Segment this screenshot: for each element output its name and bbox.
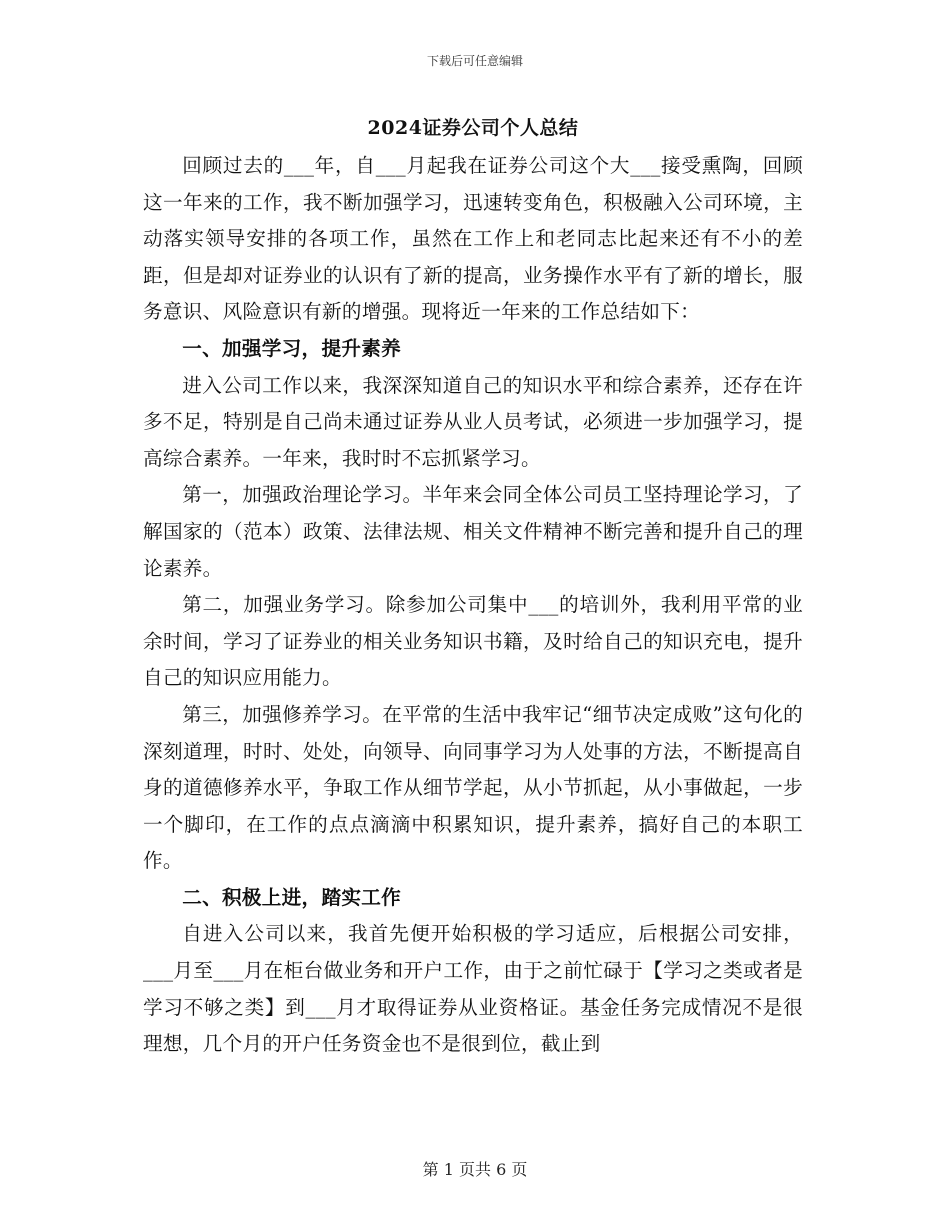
paragraph-intro: 回顾过去的___年，自___月起我在证券公司这个大___接受熏陶，回顾这一年来的工作，我不断加强学习，迅速转变角色，积极融入公司环境，主动落实领导安排的各项工作，虽然在工作上和老同志比起来还有不小的差距，但是却对证券业的认识有了新的提高，业务操作水平有了新的增长，服务意识、风险意识有新的增强。现将近一年来的工作总结如下： xyxy=(143,154,803,324)
paragraph-study-second: 第二，加强业务学习。除参加公司集中___的培训外，我利用平常的业余时间，学习了证券业的相关业务知识书籍，及时给自己的知识充电，提升自己的知识应用能力。 xyxy=(143,593,803,690)
paragraph-study-third: 第三，加强修养学习。在平常的生活中我牢记“细节决定成败”这句化的深刻道理，时时、处处，向领导、向同事学习为人处事的方法，不断提高自身的道德修养水平，争取工作从细节学起，从小节抓起，从小事做起，一步一个脚印，在工作的点点滴滴中积累知识，提升素养，搞好自己的本职工作。 xyxy=(143,702,803,873)
paragraph-work: 自进入公司以来，我首先便开始积极的学习适应，后根据公司安排，___月至___月在柜台做业务和开户工作，由于之前忙碌于【学习之类或者是学习不够之类】到___月才取得证券从业资格证。基金任务完成情况不是很理想，几个月的开户任务资金也不是很到位，截止到 xyxy=(143,922,803,1056)
document-body xyxy=(143,112,803,1063)
page-header-note: 下载后可任意编辑 xyxy=(426,54,523,68)
section-heading-1: 一、加强学习，提升素养 xyxy=(182,336,402,360)
paragraph-study-first: 第一，加强政治理论学习。半年来会同全体公司员工坚持理论学习，了解国家的（范本）政策、法律法规、相关文件精神不断完善和提升自己的理论素养。 xyxy=(143,483,803,580)
document-title: 2024证券公司个人总结 xyxy=(367,117,579,139)
section-heading-2: 二、积极上进，踏实工作 xyxy=(182,885,402,909)
paragraph-study-intro: 进入公司工作以来，我深深知道自己的知识水平和综合素养，还存在许多不足，特别是自己尚未通过证券从业人员考试，必须进一步加强学习，提高综合素养。一年来，我时时不忘抓紧学习。 xyxy=(143,373,803,470)
page-number: 第 1 页共 6 页 xyxy=(422,1160,528,1179)
